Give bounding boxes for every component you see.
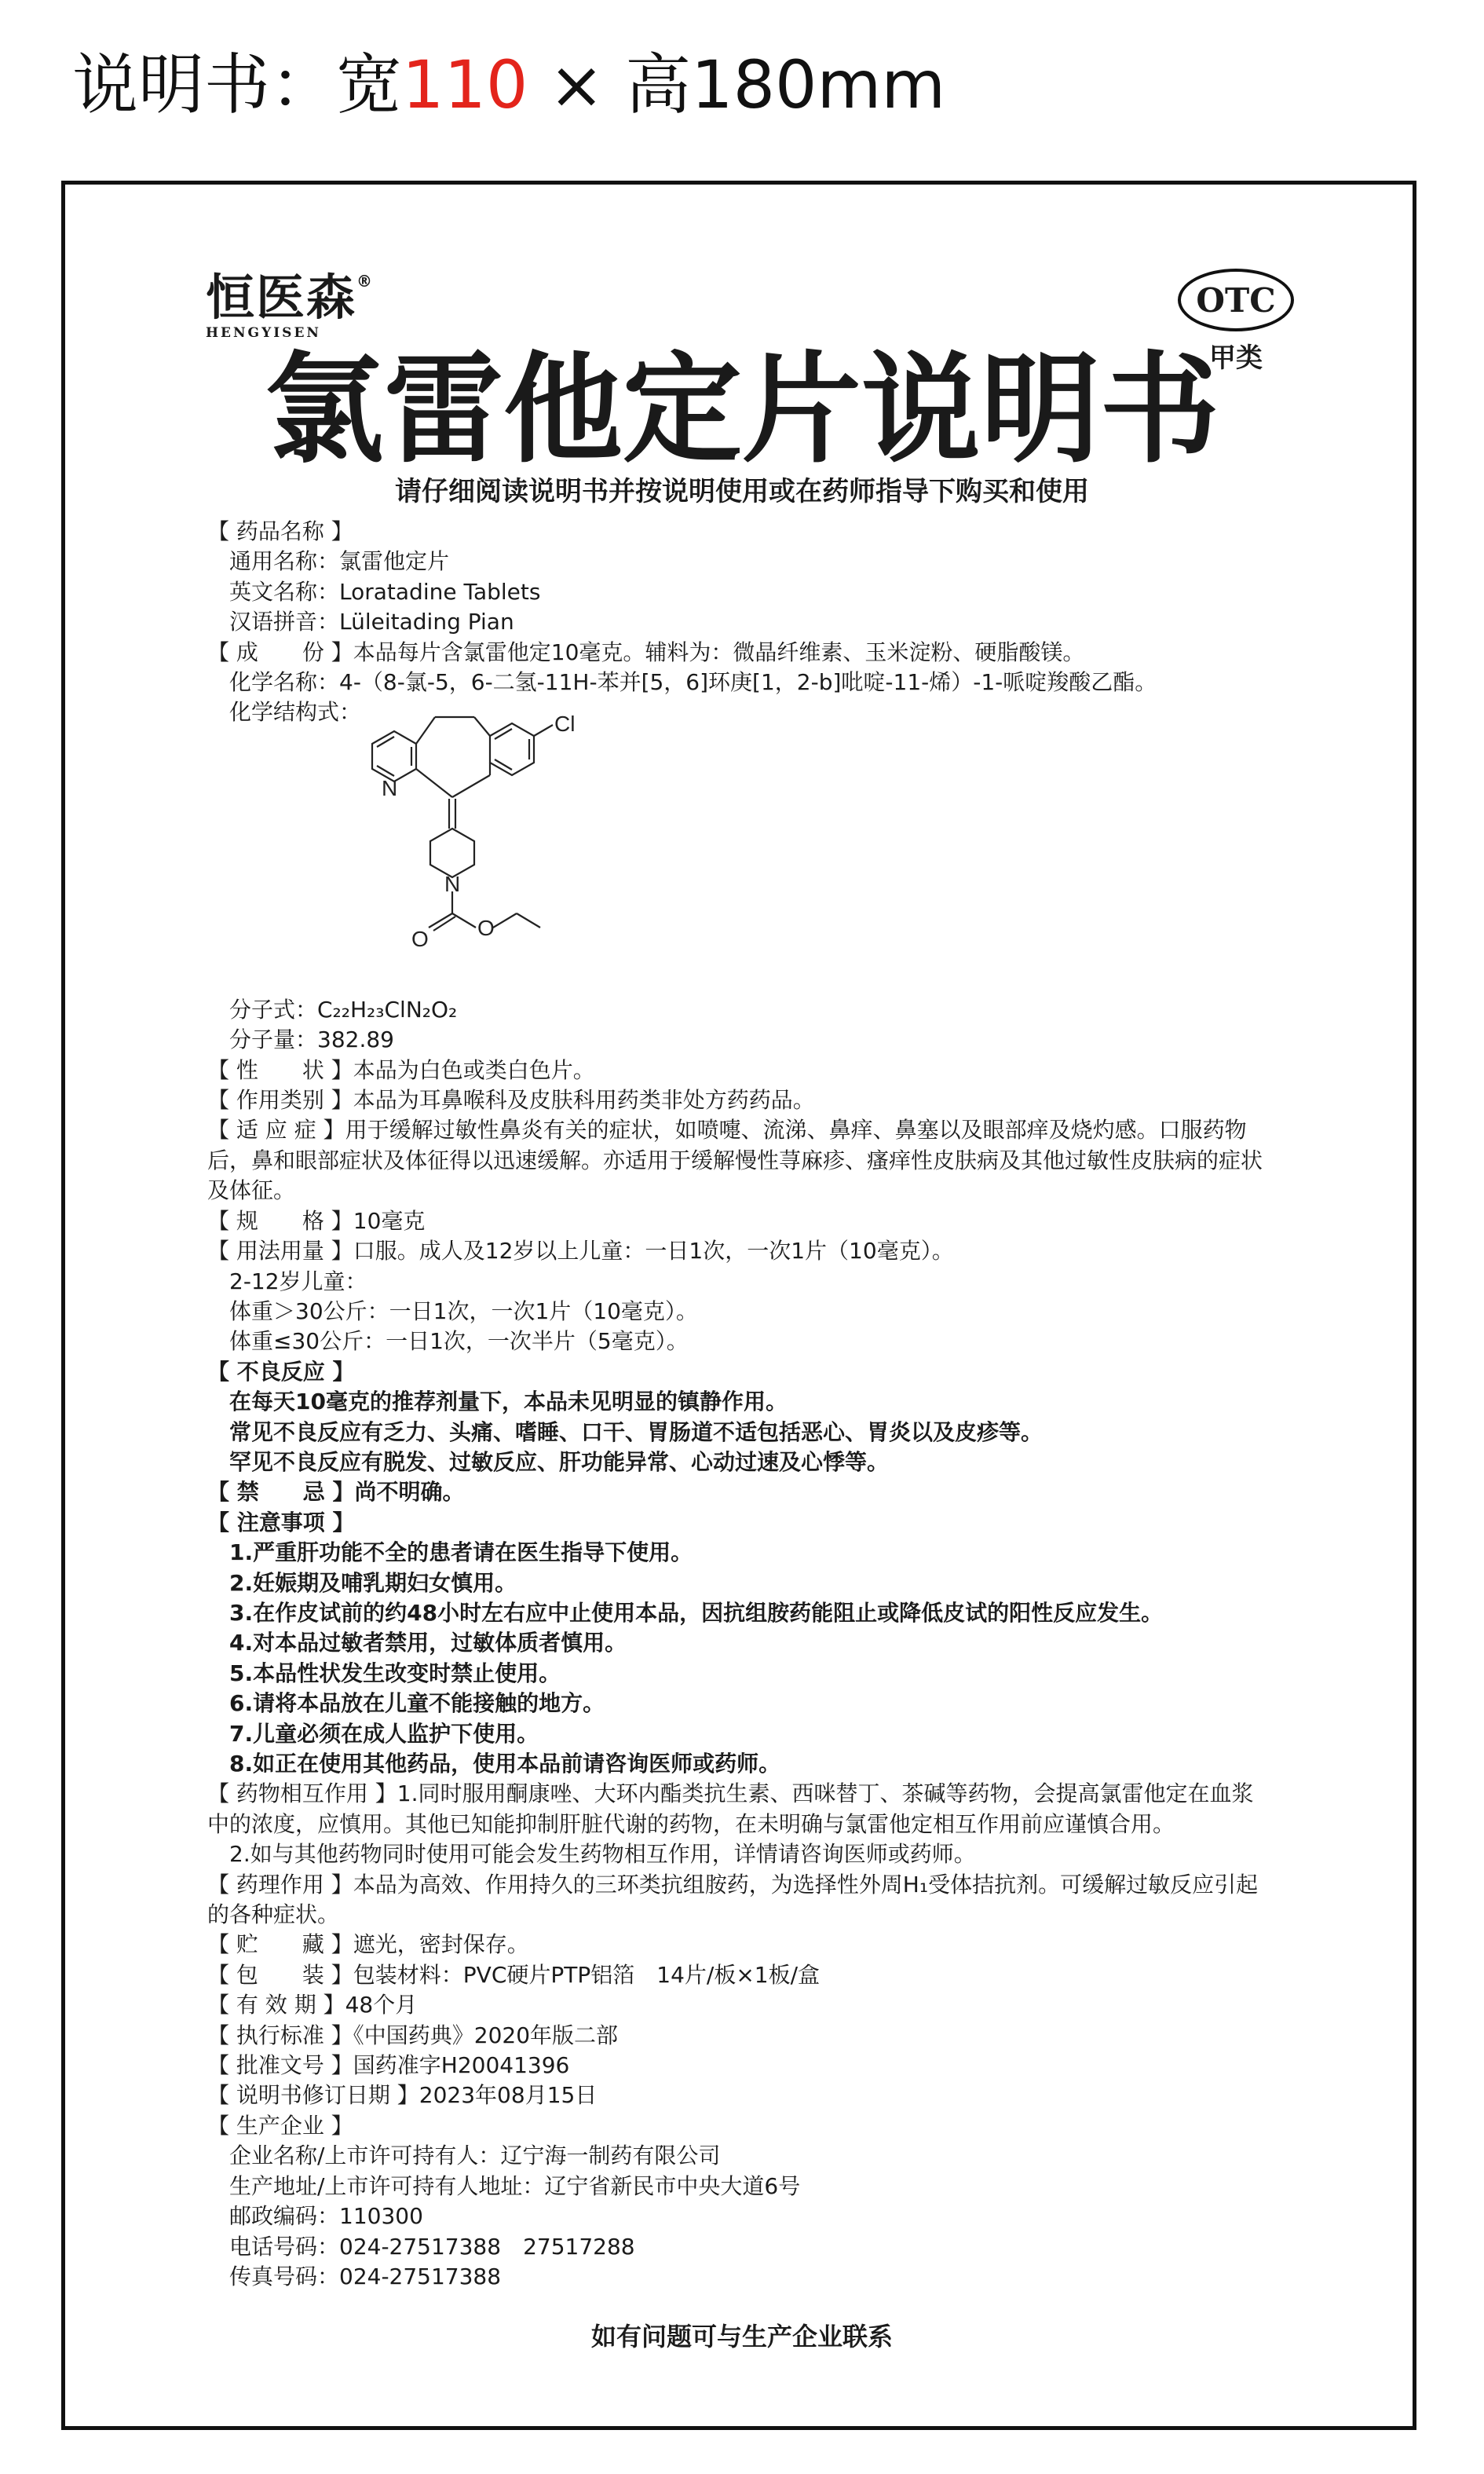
english-name: 英文名称：Loratadine Tablets — [229, 578, 541, 605]
precaution-5: 5.本品性状发生改变时禁止使用。 — [229, 1660, 561, 1686]
adverse-2: 常见不良反应有乏力、头痛、嗜睡、口干、胃肠道不适包括恶心、胃炎以及皮疹等。 — [229, 1418, 1044, 1445]
precaution-8: 8.如正在使用其他药品，使用本品前请咨询医师或药师。 — [229, 1751, 781, 1777]
section-strength: 【 规 格 】10毫克 — [207, 1207, 426, 1234]
section-package: 【 包 装 】包装材料：PVC硬片PTP铝箔 14片/板×1板/盒 — [207, 1961, 821, 1988]
precaution-2: 2.妊娠期及哺乳期妇女慎用。 — [229, 1569, 517, 1596]
precaution-1: 1.严重肝功能不全的患者请在医生指导下使用。 — [229, 1539, 693, 1566]
section-drug-name: 【 药品名称 】 — [207, 518, 353, 544]
section-standard: 【 执行标准 】《中国药典》2020年版二部 — [207, 2022, 619, 2048]
atom-o-carbonyl: O — [411, 926, 429, 951]
section-adverse: 【 不良反应 】 — [207, 1358, 355, 1385]
section-ingredients: 【 成 份 】本品每片含氯雷他定10毫克。辅料为：微晶纤维素、玉米淀粉、硬脂酸镁。 — [207, 639, 1085, 665]
structure-label: 化学结构式： — [229, 699, 362, 726]
atom-o-ester: O — [477, 915, 495, 940]
section-revision-date: 【 说明书修订日期 】2023年08月15日 — [207, 2082, 598, 2109]
structure-diagram — [364, 697, 584, 979]
section-interactions: 【 药物相互作用 】1.同时服用酮康唑、大环内酯类抗生素、西咪替丁、茶碱等药物，会提高氯雷他定在血浆中的浓度，应慎用。其他已知能抑制肝脏代谢的药物，在未明确与氯雷他定相互作用前应谨慎合用。 — [207, 1780, 1254, 1837]
adverse-1: 在每天10毫克的推荐剂量下，本品未见明显的镇静作用。 — [229, 1389, 788, 1415]
dosage-under-30kg: 体重≤30公斤：一日1次，一次半片（5毫克）。 — [229, 1328, 689, 1355]
molecular-formula: 分子式：C₂₂H₂₃ClN₂O₂ — [229, 996, 458, 1023]
spec-height: 180mm — [691, 46, 946, 123]
section-shelf-life: 【 有 效 期 】48个月 — [207, 1992, 418, 2018]
precaution-3: 3.在作皮试前的约48小时左右应中止使用本品，因抗组胺药能阻止或降低皮试的阳性反应发生。 — [229, 1599, 1164, 1626]
leaflet-body — [207, 517, 1275, 2292]
section-precautions: 【 注意事项 】 — [207, 1509, 355, 1535]
phone-number: 电话号码：024-27517388 27517288 — [229, 2233, 635, 2260]
section-category: 【 作用类别 】本品为耳鼻喉科及皮肤科用药类非处方药药品。 — [207, 1087, 815, 1114]
chemical-name: 化学名称：4-（8-氯-5，6-二氢-11H-苯并[5，6]环庚[1，2-b]吡啶-11-烯）-1-哌啶羧酸乙酯。 — [229, 669, 1157, 696]
page-subtitle: 请仔细阅读说明书并按说明使用或在药师指导下购买和使用 — [395, 476, 1089, 507]
generic-name: 通用名称：氯雷他定片 — [229, 548, 450, 575]
footer-note: 如有问题可与生产企业联系 — [590, 2322, 893, 2351]
registered-mark: ® — [356, 272, 375, 291]
precaution-7: 7.儿童必须在成人监护下使用。 — [229, 1720, 539, 1747]
atom-n-piperidine: N — [444, 871, 461, 896]
atom-cl: Cl — [554, 711, 576, 736]
pinyin-name: 汉语拼音：Lüleitading Pian — [229, 609, 514, 635]
spec-width: 110 — [402, 46, 528, 123]
manufacturer-address: 生产地址/上市许可持有人地址：辽宁省新民市中央大道6号 — [229, 2172, 801, 2199]
dosage-child: 2-12岁儿童： — [229, 1268, 367, 1294]
otc-class: 甲类 — [1209, 342, 1263, 374]
dosage-over-30kg: 体重＞30公斤：一日1次，一次1片（10毫克）。 — [229, 1297, 698, 1324]
section-contraindications: 【 禁 忌 】尚不明确。 — [207, 1479, 465, 1506]
logo-cn: 恒医森 — [206, 269, 357, 326]
section-storage: 【 贮 藏 】遮光，密封保存。 — [207, 1931, 529, 1958]
otc-badge: OTC — [1178, 269, 1294, 331]
section-approval: 【 批准文号 】国药准字H20041396 — [207, 2052, 570, 2079]
precaution-6: 6.请将本品放在儿童不能接触的地方。 — [229, 1690, 605, 1717]
section-indications: 【 适 应 症 】用于缓解过敏性鼻炎有关的症状，如喷嚏、流涕、鼻痒、鼻塞以及眼部痒及烧灼感。口服药物后，鼻和眼部症状及体征得以迅速缓解。亦适用于缓解慢性荨麻疹、瘙痒性皮肤病及其他过敏性皮肤病的症状及体征。 — [207, 1117, 1263, 1204]
chemical-structure — [364, 711, 1275, 995]
page-title: 氯雷他定片说明书 — [265, 340, 1219, 479]
atom-n-pyridine: N — [382, 775, 398, 800]
adverse-3: 罕见不良反应有脱发、过敏反应、肝功能异常、心动过速及心悸等。 — [229, 1448, 890, 1475]
section-appearance: 【 性 状 】本品为白色或类白色片。 — [207, 1056, 595, 1083]
fax-number: 传真号码：024-27517388 — [229, 2263, 502, 2289]
section-dosage: 【 用法用量 】口服。成人及12岁以上儿童：一日1次，一次1片（10毫克）。 — [207, 1238, 954, 1264]
manufacturer-name: 企业名称/上市许可持有人：辽宁海一制药有限公司 — [229, 2143, 721, 2169]
brand-logo — [206, 269, 375, 341]
logo-en: HENGYISEN — [206, 325, 321, 341]
molecular-weight: 分子量：382.89 — [229, 1027, 394, 1053]
postal-code: 邮政编码：110300 — [229, 2203, 423, 2230]
precaution-4: 4.对本品过敏者禁用，过敏体质者慎用。 — [229, 1630, 627, 1656]
interactions-2: 2.如与其他药物同时使用可能会发生药物相互作用，详情请咨询医师或药师。 — [229, 1841, 976, 1868]
spec-heading: 说明书：宽110 × 高180mm — [72, 46, 946, 123]
section-manufacturer: 【 生产企业 】 — [207, 2112, 353, 2139]
section-pharmacology: 【 药理作用 】本品为高效、作用持久的三环类抗组胺药，为选择性外周H₁受体拮抗剂。可缓解过敏反应引起的各种症状。 — [207, 1871, 1259, 1928]
